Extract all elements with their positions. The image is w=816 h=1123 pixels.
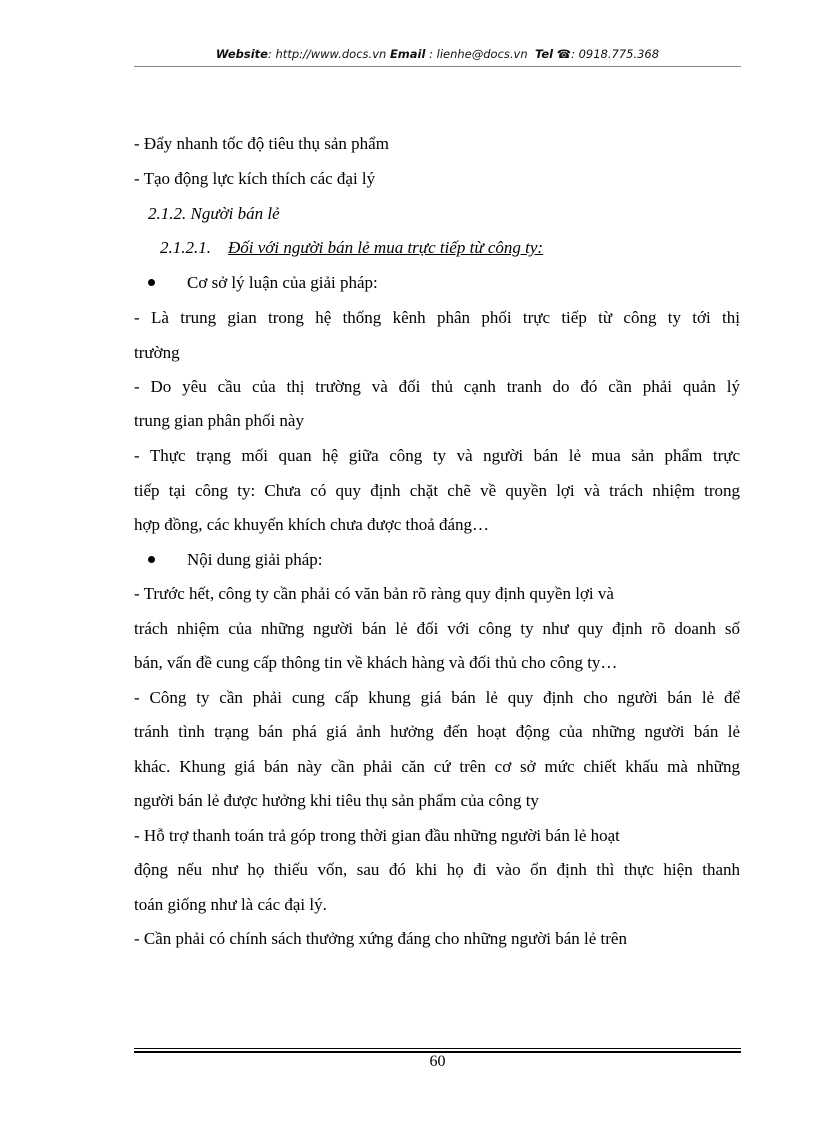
text-line: trung gian phân phối này: [134, 411, 304, 430]
text-line: - Do yêu cầu của thị trường và đối thủ cạnh tranh do đó cần phải quản lý: [134, 377, 740, 396]
text-line: - Trước hết, công ty cần phải có văn bản rõ ràng quy định quyền lợi và: [134, 584, 614, 603]
header-divider: [134, 66, 741, 67]
subsection-number: 2.1.2.1.: [160, 238, 211, 257]
footer-divider: [134, 1048, 741, 1049]
text-line: tránh tình trạng bán phá giá ảnh hưởng đến hoạt động của những người bán lẻ: [134, 722, 740, 741]
text-line: khác. Khung giá bán này cần phải căn cứ trên cơ sở mức chiết khấu mà những: [134, 757, 740, 776]
email-value: lienhe@docs.vn: [436, 47, 528, 61]
bullet-item: Nội dung giải pháp:: [187, 550, 323, 569]
page-header: [134, 47, 741, 61]
bullet-icon: [148, 273, 160, 285]
website-url: http://www.docs.vn: [275, 47, 387, 61]
tel-value: : 0918.775.368: [571, 47, 660, 61]
text-line: trường: [134, 343, 180, 362]
text-line: người bán lẻ được hưởng khi tiêu thụ sản phẩm của công ty: [134, 791, 539, 810]
bullet-icon: [148, 550, 160, 562]
subsection-heading: [160, 238, 740, 258]
text-line: toán giống như là các đại lý.: [134, 895, 327, 914]
text-line: - Đẩy nhanh tốc độ tiêu thụ sản phẩm: [134, 134, 389, 153]
section-heading: 2.1.2. Người bán lẻ: [148, 204, 280, 223]
text-line: hợp đồng, các khuyến khích chưa được thoả đáng…: [134, 515, 490, 534]
text-line: - Công ty cần phải cung cấp khung giá bán lẻ quy định cho người bán lẻ để: [134, 688, 740, 707]
page-number: 60: [429, 1053, 446, 1070]
website-label: Website: [215, 47, 268, 61]
phone-icon: ☎: [556, 47, 572, 61]
subsection-title: Đối với người bán lẻ mua trực tiếp từ công ty:: [228, 238, 544, 257]
text-line: tiếp tại công ty: Chưa có quy định chặt chẽ về quyền lợi và trách nhiệm trong: [134, 481, 740, 500]
text-line: - Cần phải có chính sách thưởng xứng đáng cho những người bán lẻ trên: [134, 929, 627, 948]
text-line: - Tạo động lực kích thích các đại lý: [134, 169, 376, 188]
email-label: Email: [389, 47, 426, 61]
text-line: - Thực trạng mối quan hệ giữa công ty và người bán lẻ mua sản phẩm trực: [134, 446, 740, 465]
text-line: - Hỗ trợ thanh toán trả góp trong thời gian đầu những người bán lẻ hoạt: [134, 826, 620, 845]
text-line: bán, vấn đề cung cấp thông tin về khách hàng và đối thủ cho công ty…: [134, 653, 618, 672]
text-line: động nếu như họ thiếu vốn, sau đó khi họ đi vào ổn định thì thực hiện thanh: [134, 860, 740, 879]
bullet-item: Cơ sở lý luận của giải pháp:: [187, 273, 378, 292]
tel-label: Tel: [534, 47, 554, 61]
text-line: trách nhiệm của những người bán lẻ đối với công ty như quy định rõ doanh số: [134, 619, 740, 638]
text-line: - Là trung gian trong hệ thống kênh phân phối trực tiếp từ công ty tới thị: [134, 308, 740, 327]
header-sep: :: [267, 47, 276, 61]
header-sep: :: [425, 47, 437, 61]
